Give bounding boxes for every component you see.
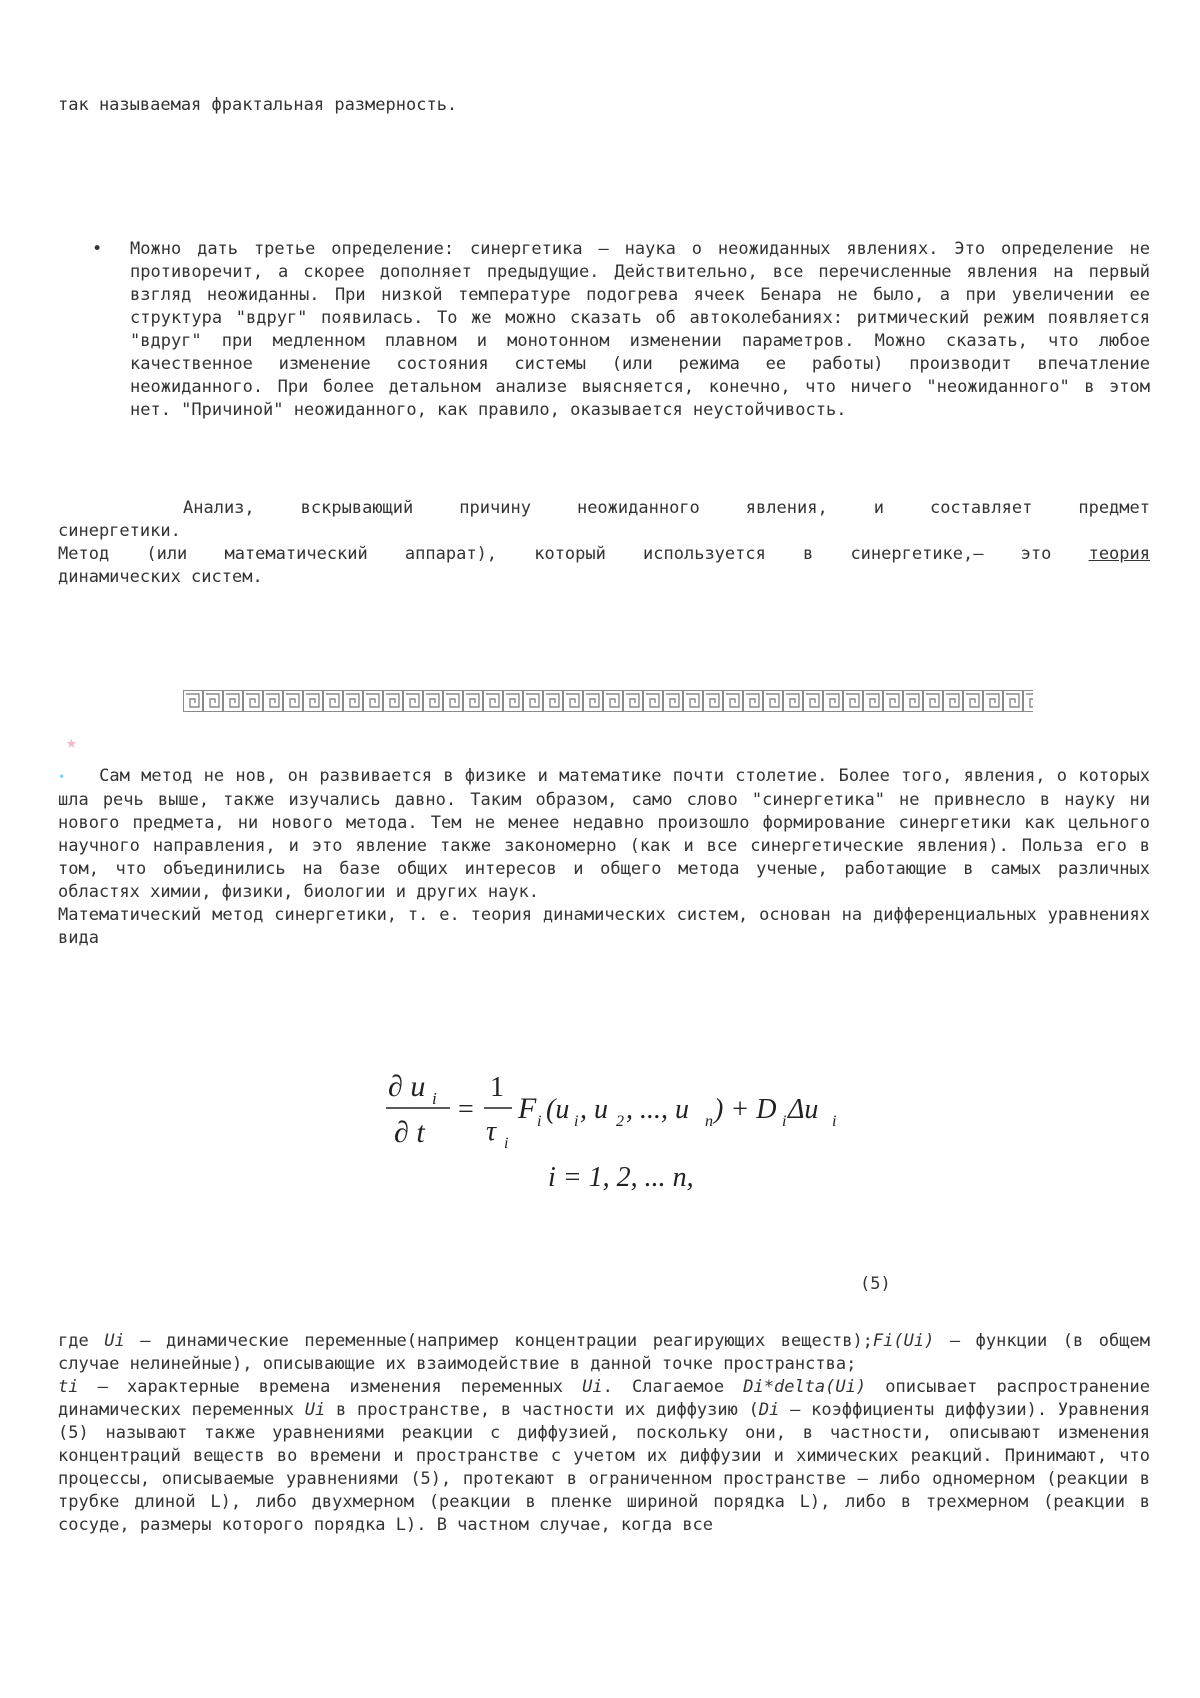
text-part: — динамические переменные(например концентрации реагирующих веществ);	[124, 1331, 873, 1351]
method-text: Метод (или математический аппарат), который используется в синергетике,— это	[58, 544, 1052, 564]
text-part: описывает распространение динамических переменных	[58, 1377, 1150, 1420]
method-line	[58, 543, 1150, 566]
text-part: — характерные времена изменения переменных	[78, 1377, 583, 1397]
analysis-paragraph	[58, 497, 1150, 589]
var-fi: Fi(Ui)	[872, 1331, 935, 1351]
var-ui: Ui	[304, 1400, 326, 1420]
paragraph-2-text: Сам метод не нов, он развивается в физике и математике почти столетие. Более того, явления, о которых шла речь выше, также изучались давно. Таким образом, само слово "синергетика" не привнесло в науку ни нового предмета, ни нового метода. Тем не менее недавно произошло формирование синергетики как цельного научного направления, и это явление также закономерно (как и все синергетические явления). Польза его в том, что объединились на базе общих интересов и общего метода ученые, работающие в самых различных областях химии, физики, биологии и других наук.	[58, 766, 1150, 902]
equation-number: (5)	[860, 1274, 891, 1294]
bullet-icon: •	[92, 239, 103, 259]
function-args: (u	[546, 1094, 570, 1125]
bullet-text: Можно дать третье определение: синергетика — наука о неожиданных явлениях. Это определение не противоречит, а скорее дополняет предыдущие. Действительно, все перечисленные явления на первый взгляд неожиданны. При низкой температуре подогрева ячеек Бенара не было, а при увеличении ее структура "вдруг" появилась. То же можно сказать об автоколебаниях: ритмический режим появляется "вдруг" при медленном плавном и монотонном изменении параметров. Можно сказать, что любое качественное изменение состояния системы (или режима ее работы) производит впечатление неожиданного. При более детальном анализе выясняется, конечно, что ничего "неожиданного" в этом нет. "Причиной" неожиданного, как правило, оказывается неустойчивость.	[130, 239, 1150, 420]
args-mid: , u	[580, 1094, 608, 1125]
analysis-line-2: синергетики.	[58, 521, 181, 541]
args-close: ) + D	[714, 1094, 777, 1125]
method-line-2: динамических систем.	[58, 567, 263, 587]
var-ti: ti	[58, 1377, 79, 1397]
laplacian: Δu	[788, 1094, 819, 1125]
fraction-denominator-sub: i	[504, 1135, 509, 1152]
paragraph-3: Математический метод синергетики, т. е. теория динамических систем, основан на дифференциальных уравнениях вида	[58, 905, 1150, 948]
text-part: где	[58, 1331, 105, 1351]
var-ui: Ui	[104, 1331, 125, 1351]
lhs-denominator: ∂ t	[394, 1116, 425, 1149]
small-dot-icon: •	[58, 770, 66, 784]
star-icon: ★	[66, 732, 77, 753]
text-part: в пространстве, в частности их диффузию (	[325, 1400, 759, 1420]
args-sub-3: n	[705, 1113, 713, 1130]
lhs-numerator-sub: i	[432, 1089, 437, 1108]
greek-key-divider-icon	[183, 690, 1033, 712]
var-di: Di	[758, 1400, 780, 1420]
fraction-numerator: 1	[490, 1072, 504, 1103]
text-part: . Слагаемое	[602, 1377, 744, 1397]
analysis-line-1: Анализ, вскрывающий причину неожиданного явления, и составляет предмет	[183, 498, 1150, 518]
equation-graphic	[380, 1060, 840, 1210]
text-part: — коэффициенты диффузии). Уравнения (5) называют также уравнениями реакции с диффузией, поскольку они, в частности, описывают изменения концентраций веществ во времени и пространстве с учетом их диффузии и химических реакций. Принимают, что процессы, описываемые уравнениями (5), протекают в ограниченном пространстве — либо одномерном (реакции в трубке длиной L), либо двухмерном (реакции в пленке шириной порядка L), либо в трехмерном (реакции в сосуде, размеры которого порядка L). В частном случае, когда все	[58, 1400, 1150, 1535]
paragraph-2	[58, 765, 1150, 904]
list-item	[90, 238, 1150, 422]
text-part: — функции (в общем случае нелинейные), описывающие их взаимодействие в данной точке пространства;	[58, 1331, 1150, 1374]
fraction-denominator: τ	[486, 1116, 497, 1147]
var-ui: Ui	[582, 1377, 603, 1397]
method-paragraph	[58, 765, 1150, 950]
args-sub-1: i	[574, 1113, 579, 1130]
bullet-list	[90, 238, 1150, 422]
paragraph-4	[58, 1330, 1150, 1537]
lhs-numerator: ∂ u	[388, 1070, 426, 1103]
laplacian-sub: i	[832, 1113, 837, 1130]
equals-sign: =	[458, 1094, 474, 1125]
equation	[380, 1060, 840, 1210]
args-sub-2: 2	[616, 1113, 624, 1130]
args-tail: , ..., u	[626, 1094, 689, 1125]
theory-link[interactable]: теория	[1088, 544, 1150, 564]
index-line: i = 1, 2, ... n,	[548, 1162, 694, 1193]
diffusion-sub: i	[782, 1113, 787, 1130]
function-symbol: F	[518, 1092, 537, 1125]
variables-paragraph	[58, 1330, 1150, 1537]
var-di-delta: Di*delta(Ui)	[743, 1377, 867, 1397]
function-sub: i	[537, 1113, 542, 1130]
top-line: так называемая фрактальная размерность.	[58, 95, 458, 115]
